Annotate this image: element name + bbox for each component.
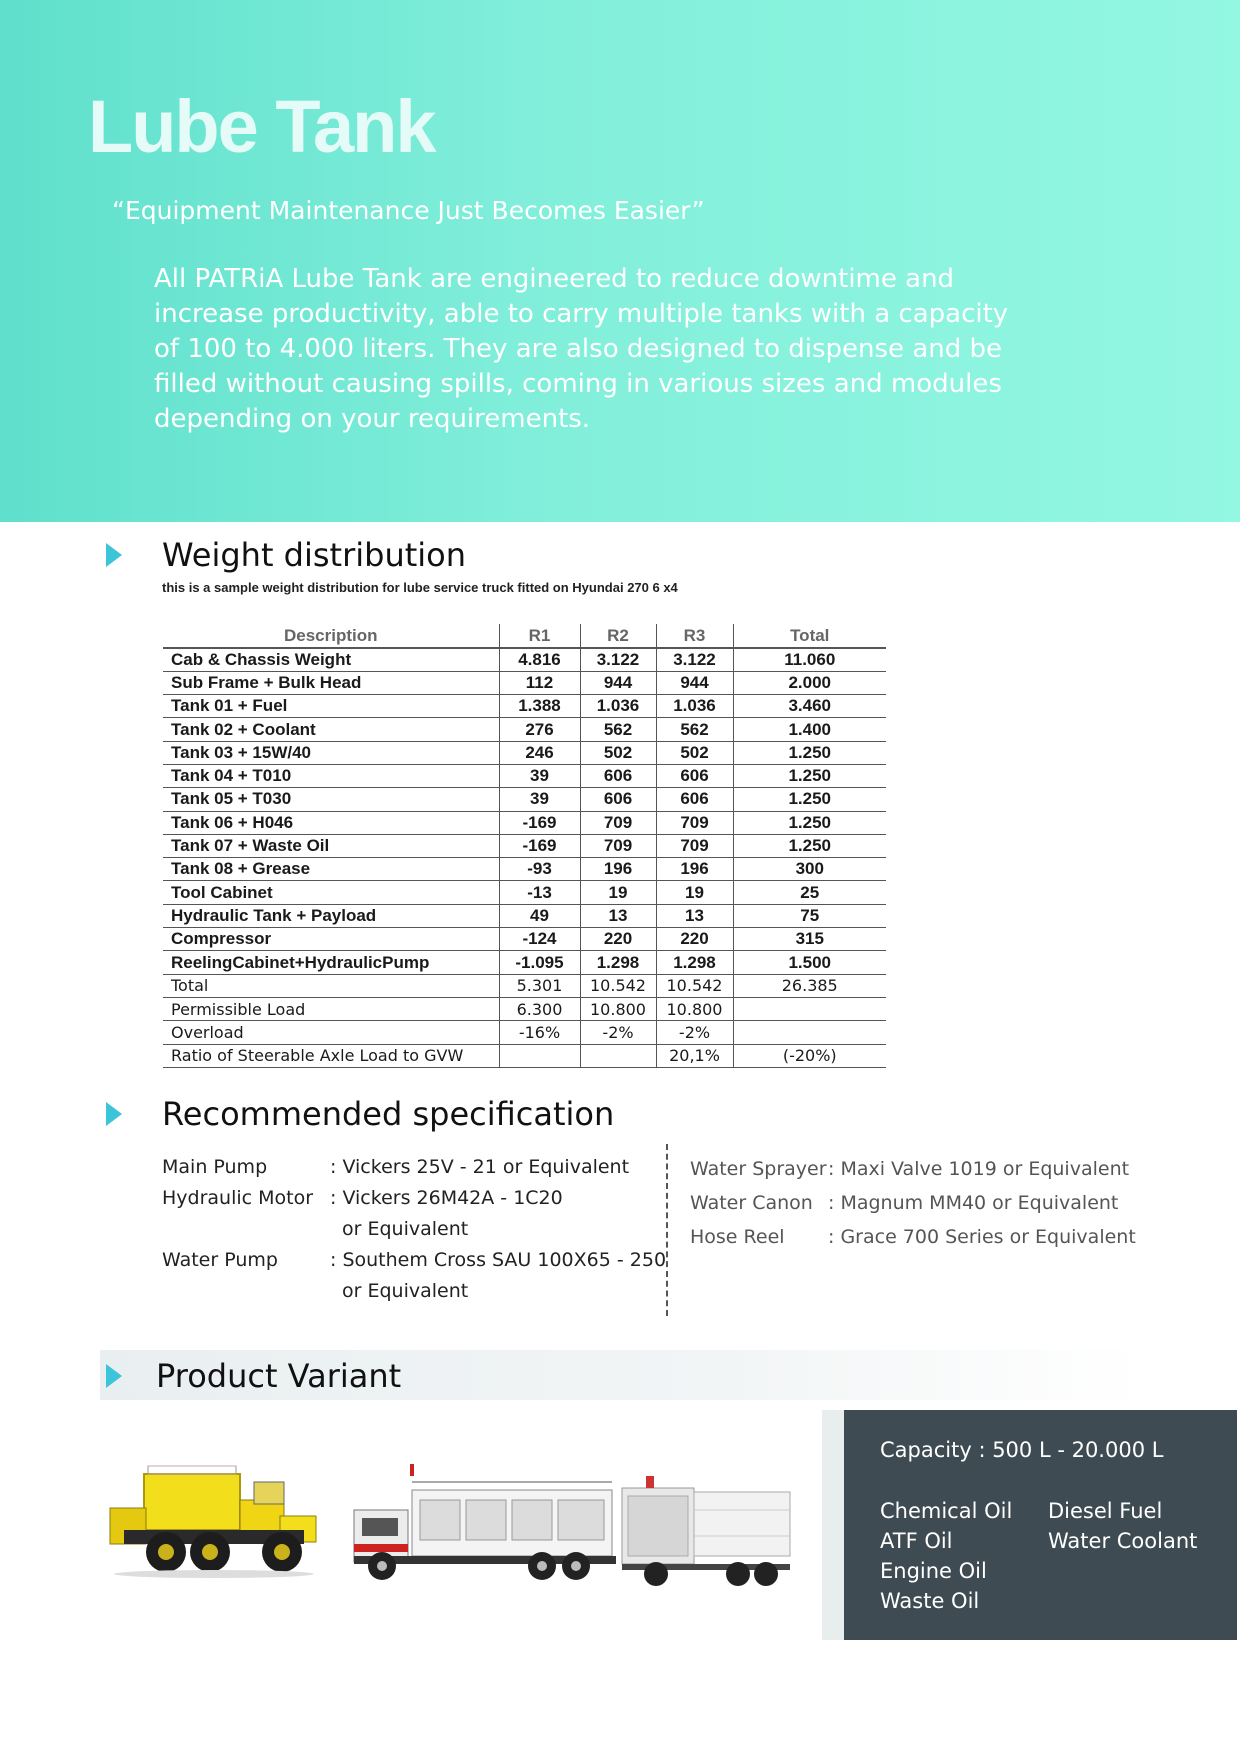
spec-value: : Magnum MM40 or Equivalent — [828, 1192, 1119, 1214]
cell-r2: 562 — [580, 718, 656, 741]
spec-value: : Maxi Valve 1019 or Equivalent — [828, 1158, 1130, 1180]
spec-item — [690, 1152, 1136, 1186]
capacity-panel — [822, 1410, 1237, 1640]
cell-r2: 709 — [580, 811, 656, 834]
table-row — [163, 928, 886, 951]
variant-list-a — [880, 1496, 1012, 1616]
cell-description: Tank 03 + 15W/40 — [163, 741, 499, 764]
cell-r1: -93 — [499, 858, 580, 881]
capacity-range: Capacity : 500 L - 20.000 L — [880, 1438, 1164, 1462]
list-item: Engine Oil — [880, 1559, 987, 1583]
col-header-r3: R3 — [656, 624, 733, 648]
page-title: Lube Tank — [88, 85, 435, 168]
cell-total: 25 — [733, 881, 886, 904]
cell-description: Sub Frame + Bulk Head — [163, 671, 499, 694]
cell-total: 1.250 — [733, 834, 886, 857]
table-row — [163, 1021, 886, 1044]
weight-section-title: Weight distribution — [162, 536, 467, 574]
spec-label: Main Pump — [162, 1156, 268, 1178]
cell-r1 — [499, 1044, 580, 1067]
table-row — [163, 788, 886, 811]
table-row — [163, 671, 886, 694]
cell-r1: -13 — [499, 881, 580, 904]
triangle-bullet-icon — [106, 1102, 122, 1126]
cell-description: Cab & Chassis Weight — [163, 648, 499, 671]
cell-r2: -2% — [580, 1021, 656, 1044]
table-row — [163, 951, 886, 974]
list-item: Diesel Fuel — [1048, 1499, 1163, 1523]
cell-total: 11.060 — [733, 648, 886, 671]
spec-left-column — [162, 1152, 666, 1307]
cell-r1: -169 — [499, 834, 580, 857]
spec-value: : Southem Cross SAU 100X65 - 250 — [330, 1249, 667, 1271]
col-header-description: Description — [163, 624, 499, 648]
cell-r2: 1.298 — [580, 951, 656, 974]
spec-label: Hose Reel — [690, 1226, 785, 1248]
table-row — [163, 881, 886, 904]
table-row — [163, 904, 886, 927]
cell-r1: 4.816 — [499, 648, 580, 671]
cell-description: Tool Cabinet — [163, 881, 499, 904]
spec-value: : Vickers 26M42A - 1C20 — [330, 1187, 563, 1209]
cell-total: 315 — [733, 928, 886, 951]
cell-r3: 3.122 — [656, 648, 733, 671]
weight-section-header — [106, 536, 466, 574]
weight-distribution-table — [163, 624, 886, 1068]
cell-total: 1.500 — [733, 951, 886, 974]
table-row — [163, 764, 886, 787]
cell-description: Tank 05 + T030 — [163, 788, 499, 811]
spec-item — [162, 1152, 666, 1183]
cell-description: Tank 04 + T010 — [163, 764, 499, 787]
list-item: Waste Oil — [880, 1589, 980, 1613]
cell-total: 1.250 — [733, 741, 886, 764]
variant-list-b — [1048, 1496, 1197, 1556]
col-header-total: Total — [733, 624, 886, 648]
cell-r2: 709 — [580, 834, 656, 857]
cell-r2: 606 — [580, 788, 656, 811]
cell-r2: 3.122 — [580, 648, 656, 671]
cell-total: 1.400 — [733, 718, 886, 741]
cell-r3: 502 — [656, 741, 733, 764]
cell-r3: 19 — [656, 881, 733, 904]
cell-r2: 196 — [580, 858, 656, 881]
spec-item — [690, 1220, 1136, 1254]
cell-r3: 10.542 — [656, 974, 733, 997]
col-header-r2: R2 — [580, 624, 656, 648]
spec-item — [162, 1245, 666, 1276]
cell-r3: 1.036 — [656, 695, 733, 718]
cell-total: 1.250 — [733, 788, 886, 811]
cell-r1: -1.095 — [499, 951, 580, 974]
cell-r1: 39 — [499, 788, 580, 811]
table-header-row — [163, 624, 886, 648]
cell-total: 300 — [733, 858, 886, 881]
cell-description: Total — [163, 974, 499, 997]
cell-description: Overload — [163, 1021, 499, 1044]
cell-description: Tank 02 + Coolant — [163, 718, 499, 741]
cell-total: 1.250 — [733, 764, 886, 787]
triangle-bullet-icon — [106, 1364, 122, 1388]
cell-total — [733, 997, 886, 1020]
spec-label: Hydraulic Motor — [162, 1187, 314, 1209]
cell-r3: 10.800 — [656, 997, 733, 1020]
cell-description: Hydraulic Tank + Payload — [163, 904, 499, 927]
cell-r3: 709 — [656, 834, 733, 857]
spec-label: Water Sprayer — [690, 1158, 827, 1180]
spec-item — [162, 1183, 666, 1214]
table-row — [163, 648, 886, 671]
cell-total — [733, 1021, 886, 1044]
table-row — [163, 858, 886, 881]
cell-description: Tank 01 + Fuel — [163, 695, 499, 718]
cell-description: ReelingCabinet+HydraulicPump — [163, 951, 499, 974]
cell-r2: 10.800 — [580, 997, 656, 1020]
cell-r3: 220 — [656, 928, 733, 951]
spec-value: : Grace 700 Series or Equivalent — [828, 1226, 1136, 1248]
cell-r3: 1.298 — [656, 951, 733, 974]
cell-r2: 502 — [580, 741, 656, 764]
cell-r1: 276 — [499, 718, 580, 741]
cell-description: Tank 06 + H046 — [163, 811, 499, 834]
cell-r3: 709 — [656, 811, 733, 834]
table-row — [163, 741, 886, 764]
cell-r1: 1.388 — [499, 695, 580, 718]
cell-r3: 606 — [656, 764, 733, 787]
cell-r1: -169 — [499, 811, 580, 834]
cell-total: 2.000 — [733, 671, 886, 694]
cell-r1: 39 — [499, 764, 580, 787]
cell-r3: 20,1% — [656, 1044, 733, 1067]
cell-description: Tank 07 + Waste Oil — [163, 834, 499, 857]
list-item: ATF Oil — [880, 1529, 953, 1553]
cell-r3: -2% — [656, 1021, 733, 1044]
spec-item — [690, 1186, 1136, 1220]
spec-right-column — [690, 1152, 1136, 1254]
hero-banner — [0, 0, 1240, 522]
cell-total: 1.250 — [733, 811, 886, 834]
cell-description: Compressor — [163, 928, 499, 951]
cell-description: Tank 08 + Grease — [163, 858, 499, 881]
cell-total: 26.385 — [733, 974, 886, 997]
cell-r2: 220 — [580, 928, 656, 951]
weight-note: this is a sample weight distribution for lube service truck fitted on Hyundai 270 6 x4 — [162, 580, 678, 595]
cell-total: (-20%) — [733, 1044, 886, 1067]
cell-r1: 5.301 — [499, 974, 580, 997]
list-item: Chemical Oil — [880, 1499, 1013, 1523]
cell-r1: -16% — [499, 1021, 580, 1044]
variant-section-header — [106, 1357, 401, 1395]
table-row — [163, 695, 886, 718]
col-header-r1: R1 — [499, 624, 580, 648]
tanker-truck-image — [618, 1470, 794, 1590]
cell-description: Ratio of Steerable Axle Load to GVW — [163, 1044, 499, 1067]
spec-value: : Vickers 25V - 21 or Equivalent — [330, 1156, 630, 1178]
spec-divider — [666, 1144, 668, 1316]
cell-description: Permissible Load — [163, 997, 499, 1020]
cell-r2: 19 — [580, 881, 656, 904]
table-row — [163, 1044, 886, 1067]
table-row — [163, 811, 886, 834]
tagline: “Equipment Maintenance Just Becomes Easier” — [112, 196, 705, 225]
cell-r1: 49 — [499, 904, 580, 927]
spec-label: Water Pump — [162, 1249, 278, 1271]
cell-r1: 6.300 — [499, 997, 580, 1020]
cell-total: 75 — [733, 904, 886, 927]
cell-r1: 246 — [499, 741, 580, 764]
triangle-bullet-icon — [106, 543, 122, 567]
cell-r2: 1.036 — [580, 695, 656, 718]
variant-section-title: Product Variant — [156, 1357, 402, 1395]
capacity-panel-content — [844, 1410, 1237, 1640]
white-lube-truck-image — [346, 1460, 626, 1590]
list-item: Water Coolant — [1048, 1529, 1198, 1553]
cell-r2: 606 — [580, 764, 656, 787]
table-row — [163, 997, 886, 1020]
cell-r2: 13 — [580, 904, 656, 927]
cell-r3: 606 — [656, 788, 733, 811]
cell-r2: 944 — [580, 671, 656, 694]
table-row — [163, 974, 886, 997]
cell-r2: 10.542 — [580, 974, 656, 997]
spec-section-title: Recommended specification — [162, 1095, 615, 1133]
cell-r3: 196 — [656, 858, 733, 881]
cell-r3: 13 — [656, 904, 733, 927]
spec-section-header — [106, 1095, 614, 1133]
cell-r1: -124 — [499, 928, 580, 951]
intro-paragraph: All PATRiA Lube Tank are engineered to reduce downtime and increase productivity, able to carry multiple tanks with a capacity of 100 to 4.000 liters. They are also designed to dispense and be filled without causing spills, coming in various sizes and modules depending on your requirements. — [154, 264, 1009, 434]
cell-r3: 562 — [656, 718, 733, 741]
spec-label: Water Canon — [690, 1192, 813, 1214]
spec-value-continued: or Equivalent — [342, 1218, 469, 1240]
cell-total: 3.460 — [733, 695, 886, 718]
table-row — [163, 834, 886, 857]
table-row — [163, 718, 886, 741]
spec-value-continued: or Equivalent — [342, 1280, 469, 1302]
cell-r3: 944 — [656, 671, 733, 694]
cell-r1: 112 — [499, 671, 580, 694]
yellow-lube-truck-image — [104, 1460, 322, 1580]
cell-r2 — [580, 1044, 656, 1067]
